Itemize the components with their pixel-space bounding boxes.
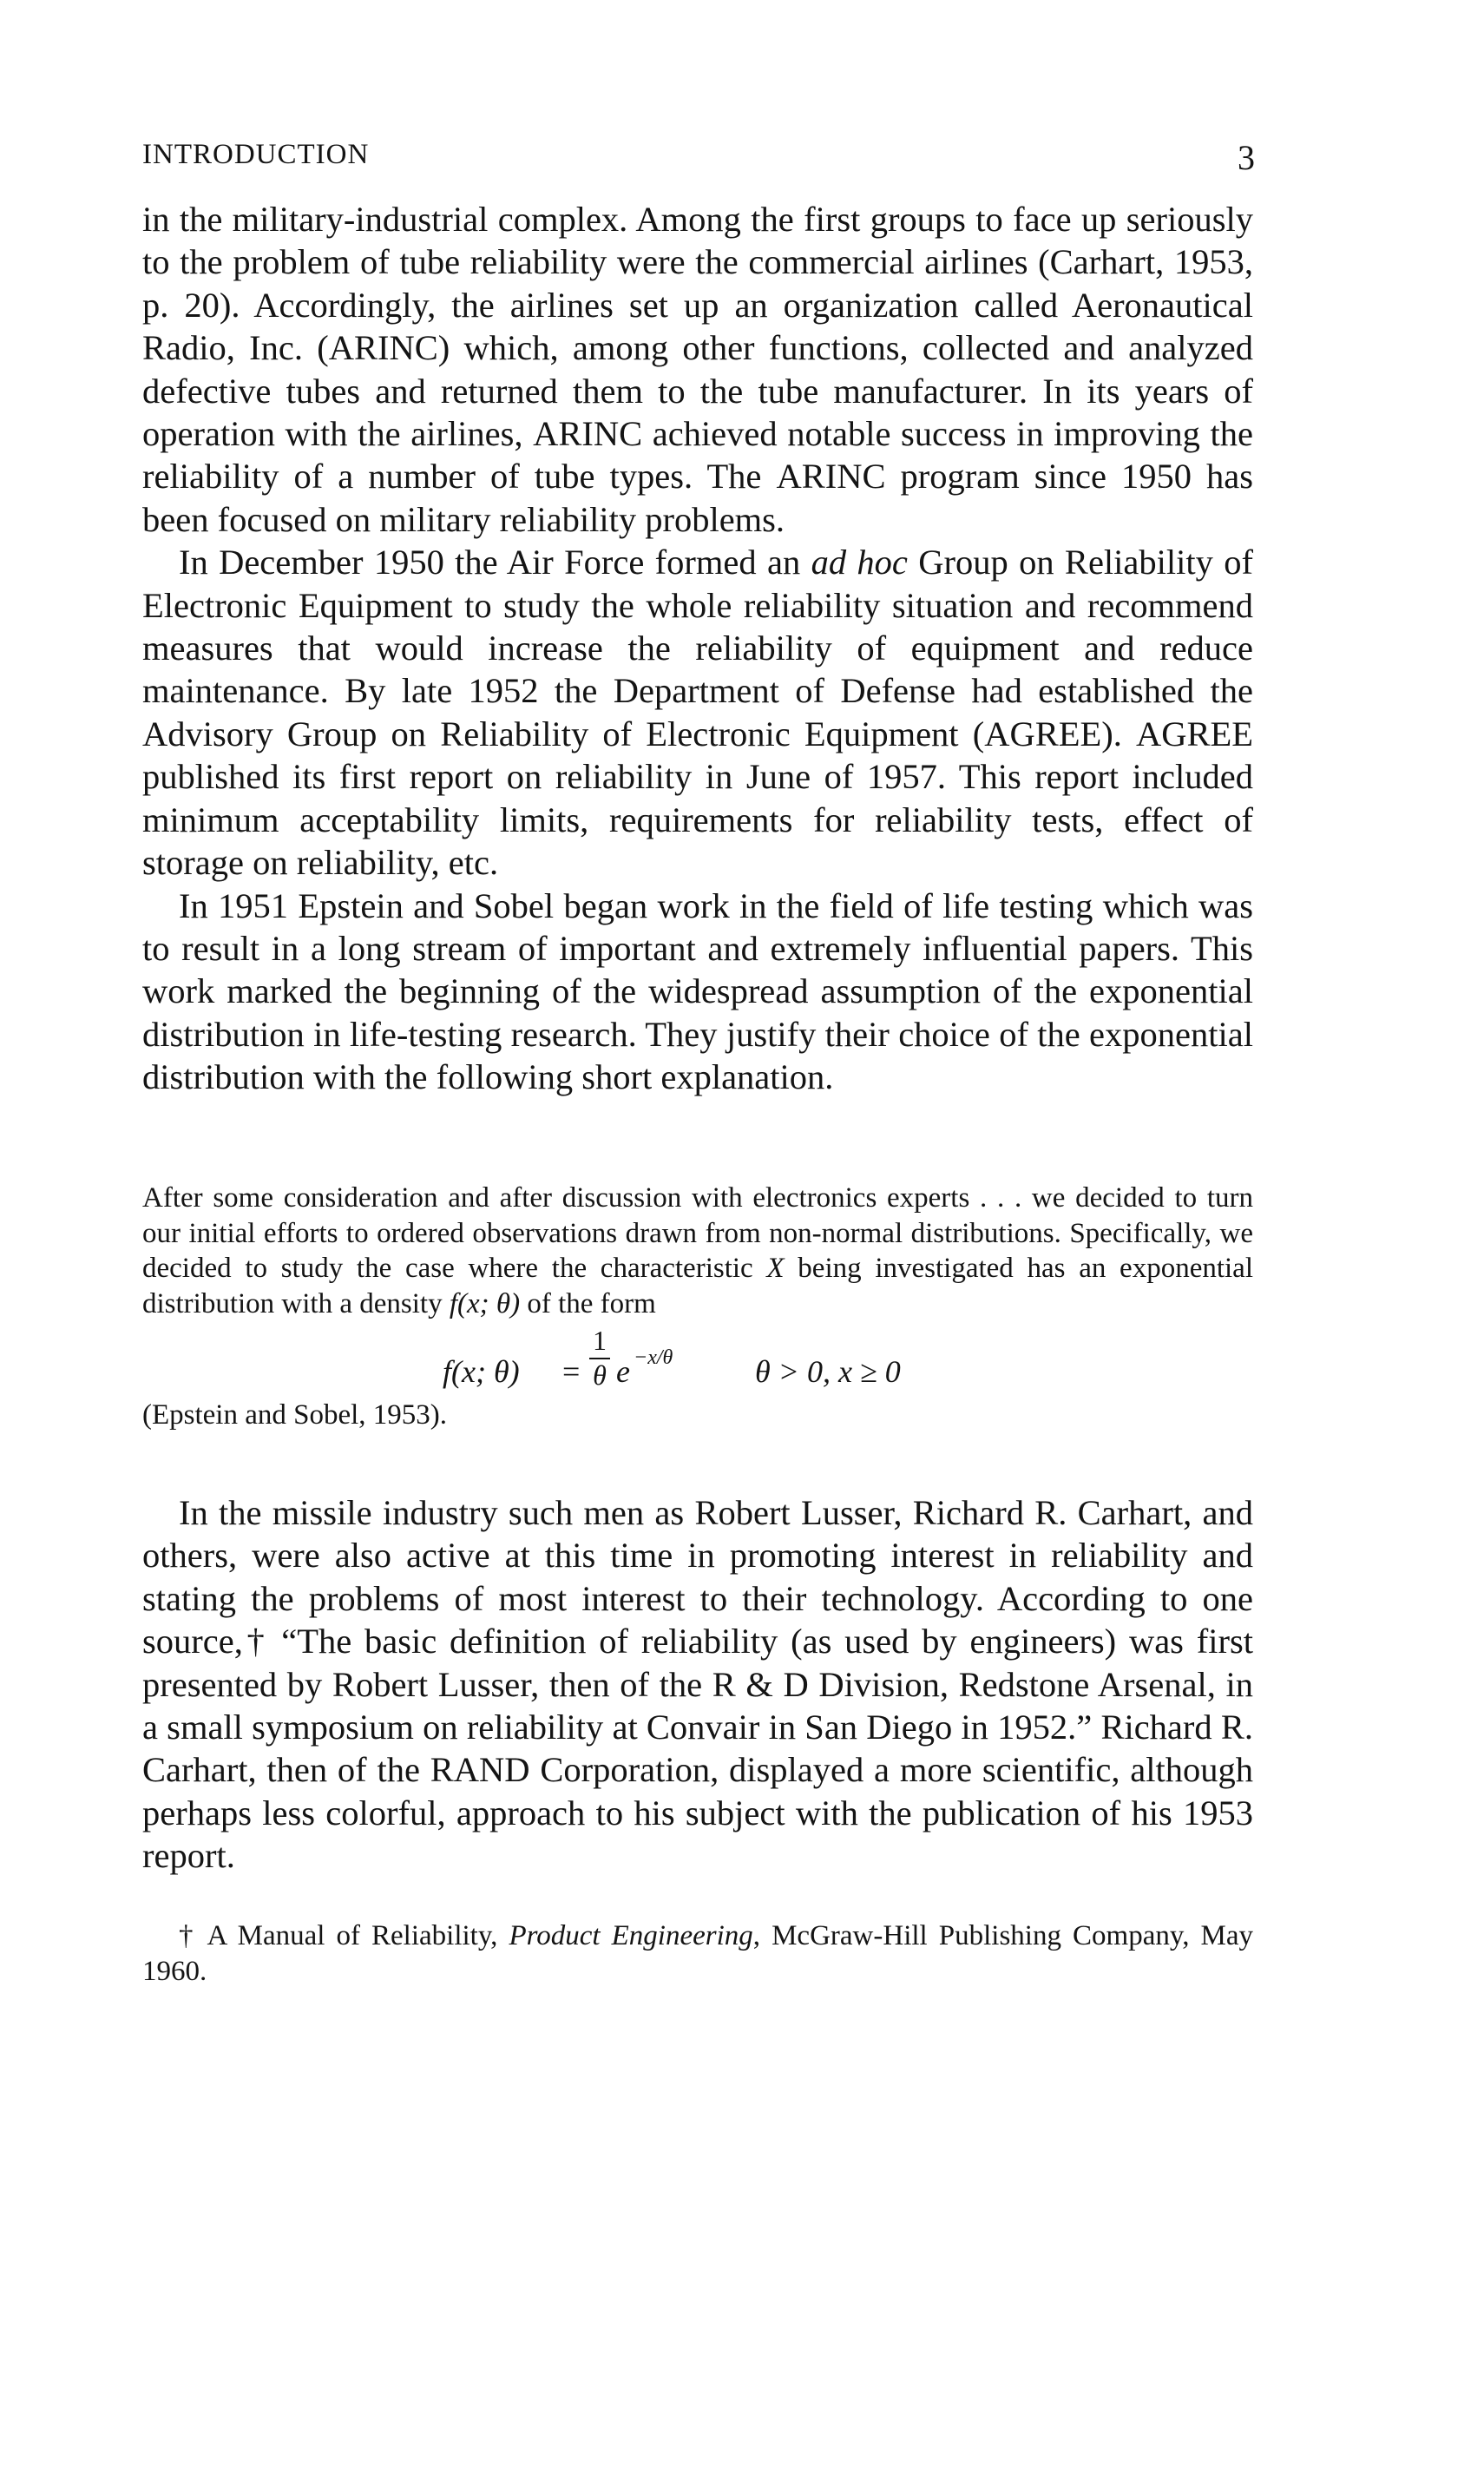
- body-text-upper: [142, 198, 1253, 1099]
- equation-lhs: f(x; θ): [443, 1354, 520, 1390]
- paragraph-1: in the military-industrial complex. Among the first groups to face up seriously to the problem of tube reliability were the commercial airlines (Carhart, 1953, p. 20). Accordingly, the airlines set up an organization called Aeronautical Radio, Inc. (ARINC) which, among other functions, collected and analyzed defective tubes and returned them to the tube manufacturer. In its years of operation with the airlines, ARINC achieved notable success in improving the reliability of a number of tube types. The ARINC program since 1950 has been focused on military reliability problems.: [142, 200, 1253, 539]
- quote-text: After some consideration and after discussion with electronics experts . . . we decided to turn our initial efforts to ordered observations drawn from non-normal distributions. Specifically, we decided to study the case where the characteristic X being investigated has an exponential distribution with a density f(x; θ) of the form: [142, 1182, 1253, 1319]
- footnote-journal: Product Engineering: [509, 1920, 753, 1951]
- equation-exponent: −x/θ: [634, 1346, 673, 1370]
- equation-equals: =: [562, 1354, 581, 1390]
- acronym-arinc: ARINC: [776, 457, 886, 497]
- acronym-agree: AGREE: [984, 714, 1102, 753]
- equation-condition: θ > 0, x ≥ 0: [755, 1354, 901, 1390]
- paragraph-3: In 1951 Epstein and Sobel began work in the field of life testing which was to result in a long stream of important and extremely influential papers. This work marked the beginning of the widespread assumption of the exponential distribution in life-testing research. They justify their choice of the exponential distribution with the following short explanation.: [142, 885, 1253, 1097]
- quote-citation: (Epstein and Sobel, 1953).: [142, 1399, 448, 1431]
- running-head: INTRODUCTION: [142, 139, 370, 170]
- variable-x: X: [766, 1253, 785, 1285]
- fraction-numerator: 1: [589, 1325, 610, 1359]
- body-text-lower: [142, 1491, 1253, 1878]
- page-number: 3: [1238, 138, 1255, 177]
- block-quote: [142, 1181, 1253, 1433]
- equation: [142, 1325, 1253, 1398]
- footnote: † A Manual of Reliability, Product Engineering, McGraw-Hill Publishing Company, May 1960.: [142, 1920, 1253, 1987]
- fraction-denominator: θ: [593, 1359, 607, 1392]
- density-symbol: f(x; θ): [449, 1287, 521, 1319]
- italic-ad-hoc: ad hoc: [811, 543, 908, 582]
- acronym-rand: RAND: [430, 1750, 530, 1790]
- acronym-arinc: ARINC: [533, 414, 643, 454]
- paragraph-4: In the missile industry such men as Robert Lusser, Richard R. Carhart, and others, were also active at this time in promoting interest in reliability and stating the problems of most interest to their technology. According to one source,† “The basic definition of reliability (as used by engineers) was first presented by Robert Lusser, then of the R & D Division, Redstone Arsenal, in a small symposium on reliability at Convair in San Diego in 1952.” Richard R. Carhart, then of the RAND Corporation, displayed a more scientific, although perhaps less colorful, approach to his subject with the publication of his 1953 report.: [142, 1493, 1253, 1876]
- acronym-agree: AGREE: [1135, 714, 1253, 753]
- equation-exponential-base: e: [616, 1354, 630, 1390]
- paragraph-2: In December 1950 the Air Force formed an ad hoc Group on Reliability of Electronic Equipment to study the whole reliability situation and recommend measures that would increase the reliability of equipment and reduce maintenance. By late 1952 the Department of Defense had established the Advisory Group on Reliability of Electronic Equipment (AGREE). AGREE published its first report on reliability in June of 1957. This report included minimum acceptability limits, requirements for reliability tests, effect of storage on reliability, etc.: [142, 543, 1253, 883]
- acronym-arinc: ARINC: [328, 328, 438, 368]
- equation-fraction: [589, 1325, 610, 1391]
